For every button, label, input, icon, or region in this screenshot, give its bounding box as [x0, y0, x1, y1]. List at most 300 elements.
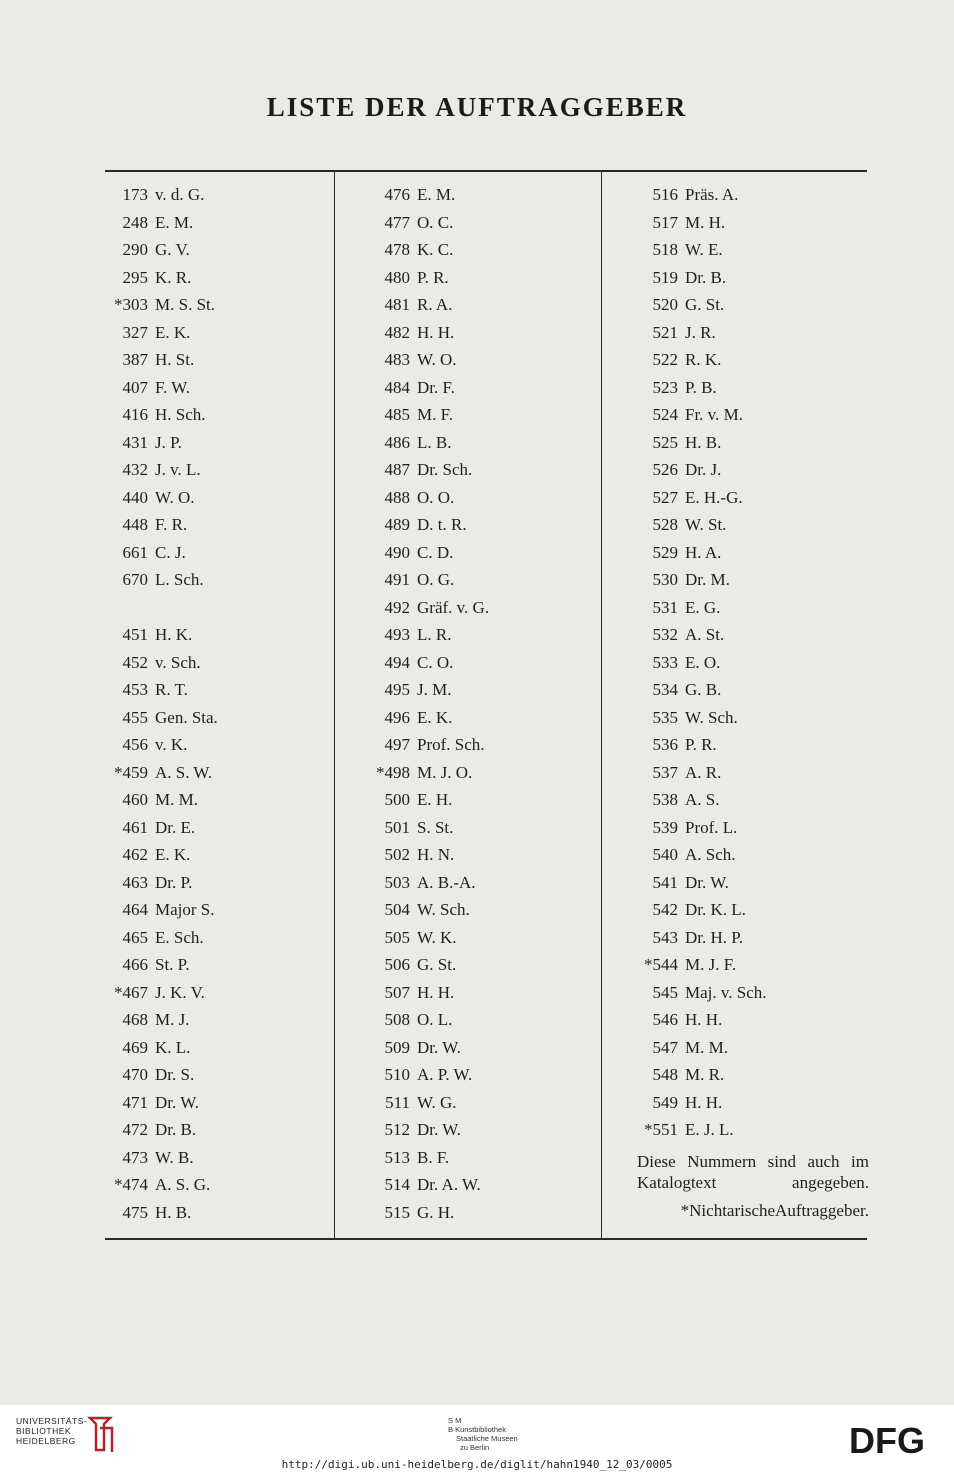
entry-initials: Dr. W. [685, 872, 729, 892]
client-entry [630, 209, 767, 237]
entry-initials: W. O. [417, 350, 457, 369]
entry-number: 522 [652, 350, 678, 369]
entry-initials: H. K. [155, 625, 193, 644]
entry-initials: Dr. W. [417, 1120, 461, 1139]
entry-number: 488 [384, 487, 410, 507]
entry-initials: Dr. B. [155, 1120, 197, 1139]
client-entry [100, 511, 218, 539]
client-entry [100, 209, 218, 237]
client-entry [100, 429, 218, 457]
entry-initials: W. O. [155, 487, 195, 507]
entry-number: 473 [122, 1147, 148, 1167]
entry-initials: P. R. [685, 735, 717, 754]
entry-number: 530 [652, 570, 678, 589]
entry-number: 511 [385, 1092, 410, 1112]
library-line: HEIDELBERG [16, 1436, 76, 1446]
entry-number: 466 [122, 955, 148, 974]
client-entry [362, 209, 489, 237]
entry-initials: K. L. [155, 1037, 191, 1057]
client-entry [630, 649, 767, 677]
entry-number: *459 [114, 762, 148, 782]
entry-number: 516 [652, 185, 678, 204]
stamp-line: S M [448, 1416, 462, 1425]
client-entry [100, 759, 218, 787]
entry-number: 248 [122, 212, 148, 232]
entry-number: 540 [652, 845, 678, 864]
client-entry [630, 1034, 767, 1062]
entry-initials: A. B.-A. [417, 872, 476, 892]
client-entry [100, 704, 218, 732]
client-column-1 [100, 181, 218, 1226]
entry-number: 486 [384, 432, 410, 452]
client-entry [362, 374, 489, 402]
entry-number: 476 [384, 185, 410, 204]
client-entry [100, 1061, 218, 1089]
client-entry [362, 924, 489, 952]
entry-number: 531 [652, 597, 678, 617]
entry-number: 463 [122, 872, 148, 892]
entry-number: 535 [652, 707, 678, 727]
entry-number: 494 [384, 652, 410, 672]
entry-initials: A. St. [685, 625, 725, 644]
entry-initials: M. M. [685, 1037, 728, 1057]
client-entry [630, 346, 767, 374]
entry-initials: K. C. [417, 240, 454, 259]
entry-initials: v. Sch. [155, 652, 201, 672]
entry-number: 480 [384, 267, 410, 287]
entry-initials: E. K. [417, 707, 453, 727]
entry-initials: M. R. [685, 1065, 725, 1084]
library-logo-icon[interactable] [86, 1414, 116, 1458]
entry-number: 448 [122, 515, 148, 534]
client-column-3 [630, 181, 767, 1144]
client-entry [362, 704, 489, 732]
entry-initials: G. V. [155, 240, 190, 259]
entry-number: 513 [384, 1147, 410, 1167]
stamp-line: zu Berlin [460, 1443, 490, 1452]
entry-initials: G. H. [417, 1202, 455, 1222]
entry-number: *544 [644, 955, 678, 974]
entry-initials: Dr. A. W. [417, 1175, 481, 1194]
entry-number: 539 [652, 817, 678, 837]
client-entry [630, 594, 767, 622]
client-entry [100, 621, 218, 649]
entry-number: 505 [384, 927, 410, 947]
stamp-line: Staatliche Museen [456, 1434, 518, 1443]
entry-number: 431 [122, 432, 148, 452]
entry-initials: W. K. [417, 927, 457, 947]
entry-number: 528 [652, 515, 678, 534]
client-entry [630, 181, 767, 209]
entry-number: 462 [122, 845, 148, 864]
note-text: Diese Nummern sind auch im Katalogtext angegeben. [637, 1152, 869, 1192]
entry-initials: M. H. [685, 212, 726, 232]
entry-initials: W. Sch. [417, 900, 470, 919]
entry-initials: H. N. [417, 845, 455, 864]
entry-initials: A. P. W. [417, 1065, 473, 1084]
client-entry [362, 841, 489, 869]
entry-number: 484 [384, 377, 410, 397]
client-entry [362, 594, 489, 622]
entry-number: 549 [652, 1092, 678, 1112]
entry-number: *303 [114, 295, 148, 314]
entry-number: 485 [384, 405, 410, 424]
entry-initials: v. K. [155, 735, 188, 754]
entry-initials: E. H.-G. [685, 487, 743, 507]
client-entry [630, 759, 767, 787]
entry-number: 523 [652, 377, 678, 397]
entry-initials: F. W. [155, 377, 191, 397]
entry-initials: Major S. [155, 900, 215, 919]
entry-initials: R. T. [155, 680, 188, 699]
entry-initials: H. B. [685, 432, 722, 452]
client-entry [100, 456, 218, 484]
entry-number: 451 [122, 625, 148, 644]
entry-number: 534 [652, 680, 678, 699]
entry-number: 503 [384, 872, 410, 892]
entry-initials: J. K. V. [155, 982, 205, 1002]
entry-number: 542 [652, 900, 678, 919]
entry-initials: Prof. Sch. [417, 735, 485, 754]
entry-number: 496 [384, 707, 410, 727]
entry-initials: E. Sch. [155, 927, 204, 947]
entry-number: 432 [122, 460, 148, 479]
entry-initials: v. d. G. [155, 185, 205, 204]
entry-number: *467 [114, 982, 148, 1002]
entry-initials: M. S. St. [155, 295, 215, 314]
client-entry [630, 1061, 767, 1089]
entry-initials: H. St. [155, 350, 195, 369]
entry-initials: W. St. [685, 515, 727, 534]
client-entry [100, 484, 218, 512]
client-entry [100, 264, 218, 292]
entry-number: 524 [652, 405, 678, 424]
entry-initials: D. t. R. [417, 515, 467, 534]
entry-initials: Gen. Sta. [155, 707, 218, 727]
entry-number: 508 [384, 1010, 410, 1029]
entry-initials: Gräf. v. G. [417, 597, 490, 617]
client-entry [362, 1199, 489, 1227]
client-entry [100, 869, 218, 897]
client-entry [362, 1061, 489, 1089]
entry-initials: Dr. B. [685, 267, 727, 287]
client-entry [630, 814, 767, 842]
top-rule [105, 170, 867, 172]
entry-number: 547 [652, 1037, 678, 1057]
client-entry [630, 869, 767, 897]
client-entry [362, 759, 489, 787]
entry-initials: O. O. [417, 487, 455, 507]
client-entry [362, 181, 489, 209]
client-entry [630, 621, 767, 649]
entry-initials: L. Sch. [155, 570, 204, 589]
entry-initials: Dr. M. [685, 570, 730, 589]
client-entry [362, 429, 489, 457]
client-entry [630, 1006, 767, 1034]
entry-initials: J. M. [417, 680, 452, 699]
entry-number: 469 [122, 1037, 148, 1057]
client-entry [362, 951, 489, 979]
entry-number: 295 [122, 267, 148, 287]
entry-number: 456 [122, 735, 148, 754]
entry-initials: Dr. J. [685, 460, 722, 479]
client-entry [630, 429, 767, 457]
client-entry [630, 291, 767, 319]
entry-initials: J. P. [155, 432, 182, 452]
entry-initials: A. S. W. [155, 762, 213, 782]
entry-number: 525 [652, 432, 678, 452]
entry-initials: O. C. [417, 212, 454, 232]
column-divider-2 [601, 172, 602, 1238]
client-entry [362, 676, 489, 704]
entry-number: 510 [384, 1065, 410, 1084]
entry-number: 526 [652, 460, 678, 479]
entry-initials: B. F. [417, 1147, 450, 1167]
entry-initials: Dr. W. [417, 1037, 461, 1057]
client-entry [362, 236, 489, 264]
client-entry [100, 594, 218, 622]
entry-number: 521 [652, 322, 678, 342]
entry-number: 548 [652, 1065, 678, 1084]
entry-number: 517 [652, 212, 678, 232]
client-column-2 [362, 181, 489, 1226]
client-entry [630, 704, 767, 732]
entry-number: 490 [384, 542, 410, 562]
entry-initials: O. L. [417, 1010, 453, 1029]
client-entry [100, 1089, 218, 1117]
entry-initials: P. B. [685, 377, 717, 397]
client-entry [100, 951, 218, 979]
client-entry [362, 869, 489, 897]
client-entry [100, 1116, 218, 1144]
stamp-line: B Kunstbibliothek [448, 1425, 506, 1434]
entry-initials: Dr. W. [155, 1092, 199, 1112]
client-entry [630, 456, 767, 484]
client-entry [630, 786, 767, 814]
client-entry [362, 979, 489, 1007]
entry-initials: E. J. L. [685, 1120, 734, 1139]
entry-initials: H. A. [685, 542, 722, 562]
entry-initials: Dr. E. [155, 817, 196, 837]
client-entry [630, 566, 767, 594]
client-entry [100, 924, 218, 952]
entry-number: 461 [122, 817, 148, 837]
column-divider-1 [334, 172, 335, 1238]
entry-initials: W. Sch. [685, 707, 738, 727]
entry-initials: H. H. [685, 1092, 723, 1112]
entry-number: 471 [122, 1092, 148, 1112]
client-entry [362, 896, 489, 924]
entry-number: 173 [122, 185, 148, 204]
client-entry [362, 1006, 489, 1034]
entry-number: 290 [122, 240, 148, 259]
client-entry [362, 786, 489, 814]
entry-number: 515 [384, 1202, 410, 1222]
entry-number: 532 [652, 625, 678, 644]
entry-number: 538 [652, 790, 678, 809]
client-entry [630, 731, 767, 759]
entry-initials: St. P. [155, 955, 190, 974]
client-entry [362, 731, 489, 759]
entry-number: 493 [384, 625, 410, 644]
entry-number: 452 [122, 652, 148, 672]
entry-number: *498 [376, 762, 410, 782]
entry-number: 387 [122, 350, 148, 369]
entry-number: 327 [122, 322, 148, 342]
entry-initials: R. A. [417, 295, 453, 314]
entry-number: 529 [652, 542, 678, 562]
entry-initials: M. J. O. [417, 762, 473, 782]
entry-initials: K. R. [155, 267, 192, 287]
note-footnote: *NichtarischeAuftraggeber. [680, 1201, 869, 1220]
client-entry [362, 1144, 489, 1172]
entry-number: 546 [652, 1010, 678, 1029]
entry-number: 500 [384, 790, 410, 809]
library-logo-text[interactable] [16, 1416, 87, 1446]
client-entry [100, 181, 218, 209]
client-entry [100, 1006, 218, 1034]
client-entry [362, 1034, 489, 1062]
client-entry [362, 346, 489, 374]
client-entry [630, 1089, 767, 1117]
entry-initials: E. K. [155, 845, 191, 864]
client-entry [630, 924, 767, 952]
client-entry [100, 649, 218, 677]
entry-initials: H. B. [155, 1202, 192, 1222]
entry-number: 537 [652, 762, 678, 782]
client-entry [100, 401, 218, 429]
entry-initials: Dr. Sch. [417, 460, 473, 479]
entry-number: 502 [384, 845, 410, 864]
client-entry [100, 346, 218, 374]
client-entry [630, 951, 767, 979]
client-entry [362, 291, 489, 319]
client-entry [100, 814, 218, 842]
entry-initials: S. St. [417, 817, 454, 837]
client-entry [362, 1089, 489, 1117]
entry-number: 518 [652, 240, 678, 259]
entry-initials: A. Sch. [685, 845, 736, 864]
entry-number: 482 [384, 322, 410, 342]
client-entry [362, 649, 489, 677]
entry-number: 483 [384, 350, 410, 369]
entry-number: 527 [652, 487, 678, 507]
entry-initials: Dr. H. P. [685, 927, 744, 947]
client-entry [630, 1116, 767, 1144]
client-entry [362, 401, 489, 429]
entry-number: 506 [384, 955, 410, 974]
entry-initials: E. M. [155, 212, 194, 232]
entry-initials: H. H. [417, 982, 455, 1002]
entry-number: 543 [652, 927, 678, 947]
entry-initials: Dr. S. [155, 1065, 195, 1084]
entry-initials: W. E. [685, 240, 723, 259]
entry-initials: M. J. [155, 1010, 190, 1029]
entry-initials: H. Sch. [155, 405, 206, 424]
entry-initials: C. D. [417, 542, 454, 562]
client-entry [630, 236, 767, 264]
client-entry [630, 841, 767, 869]
entry-initials: Präs. A. [685, 185, 739, 204]
client-entry [100, 676, 218, 704]
client-entry [362, 264, 489, 292]
entry-initials: A. S. G. [155, 1175, 211, 1194]
client-entry [100, 1034, 218, 1062]
entry-initials: J. v. L. [155, 460, 201, 479]
entry-initials: L. R. [417, 625, 452, 644]
client-entry [362, 484, 489, 512]
entry-initials: Prof. L. [685, 817, 738, 837]
entry-number: 541 [652, 872, 678, 892]
entry-number: 497 [384, 735, 410, 754]
entry-initials: R. K. [685, 350, 722, 369]
client-entry [630, 511, 767, 539]
entry-number: 512 [384, 1120, 410, 1139]
client-entry [100, 731, 218, 759]
entry-number: 407 [122, 377, 148, 397]
entry-initials: M. M. [155, 790, 198, 809]
entry-initials: Fr. v. M. [685, 405, 743, 424]
entry-initials: L. B. [417, 432, 452, 452]
client-entry [630, 484, 767, 512]
client-entry [362, 621, 489, 649]
entry-number: 478 [384, 240, 410, 259]
entry-number: 520 [652, 295, 678, 314]
page-url-link[interactable]: http://digi.ub.uni-heidelberg.de/diglit/hahn1940_12_03/0005 [281, 1458, 673, 1471]
entry-number: 475 [122, 1202, 148, 1222]
entry-number: 460 [122, 790, 148, 809]
entry-initials: Dr. P. [155, 872, 193, 892]
entry-initials: G. St. [685, 295, 725, 314]
client-entry [100, 896, 218, 924]
entry-initials: E. M. [417, 185, 456, 204]
bottom-rule [105, 1238, 867, 1240]
entry-initials: Dr. F. [417, 377, 455, 397]
client-entry [362, 566, 489, 594]
entry-initials: C. O. [417, 652, 454, 672]
entry-initials: E. K. [155, 322, 191, 342]
page-title: LISTE DER AUFTRAGGEBER [266, 92, 688, 122]
library-line: UNIVERSITÄTS- [16, 1416, 88, 1426]
dfg-logo[interactable]: DFG [849, 1420, 925, 1461]
entry-number: 440 [122, 487, 148, 507]
client-entry [362, 456, 489, 484]
client-entry [630, 896, 767, 924]
entry-number: 519 [652, 267, 678, 287]
entry-initials: Maj. v. Sch. [685, 982, 767, 1002]
entry-number: 507 [384, 982, 410, 1002]
client-entry [100, 786, 218, 814]
entry-number: 509 [384, 1037, 410, 1057]
entry-initials: F. R. [155, 515, 188, 534]
entry-initials: E. O. [685, 652, 721, 672]
entry-number: 481 [384, 295, 410, 314]
client-entry [630, 319, 767, 347]
entry-initials: W. B. [155, 1147, 194, 1167]
client-entry [630, 401, 767, 429]
entry-initials: H. H. [417, 322, 455, 342]
entry-initials: W. G. [417, 1092, 457, 1112]
client-entry [362, 1116, 489, 1144]
client-entry [100, 539, 218, 567]
entry-number: 514 [384, 1175, 410, 1194]
client-entry [100, 319, 218, 347]
client-entry [362, 814, 489, 842]
entry-number: 670 [122, 570, 148, 589]
entry-initials: J. R. [685, 322, 716, 342]
entry-initials: Dr. K. L. [685, 900, 746, 919]
entry-initials: G. St. [417, 955, 457, 974]
